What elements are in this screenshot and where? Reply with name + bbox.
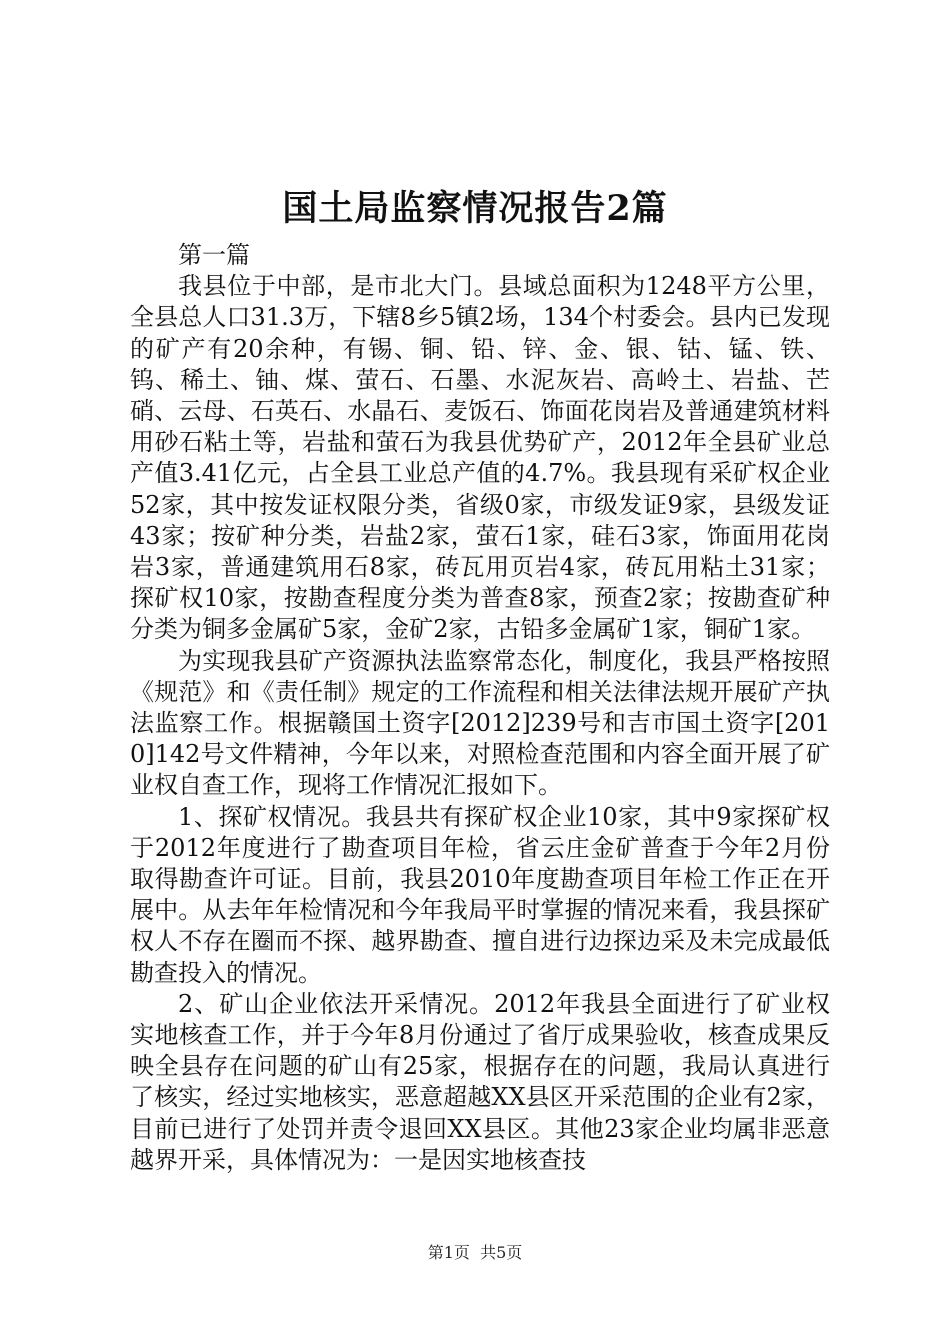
body-paragraph-mining: 2、矿山企业依法开采情况。2012年我县全面进行了矿业权实地核查工作，并于今年8月份通过了省厅成果验收，核查成果反映全县存在问题的矿山有25家，根据存在的问题，我局认真进行了核实，经过实地核实，恶意超越XX县区开采范围的企业有2家，目前已进行了处罚并责令退回XX县区。其他23家企业均属非恶意越界开采，具体情况为：一是因实地核查技 [130, 989, 830, 1174]
page-footer [0, 1242, 950, 1264]
body-paragraph-overview: 我县位于中部，是市北大门。县域总面积为1248平方公里，全县总人口31.3万，下辖8乡5镇2场，134个村委会。县内已发现的矿产有20余种，有锡、铜、铅、锌、金、银、钴、锰、铁、钨、稀土、铀、煤、萤石、石墨、水泥灰岩、高岭土、岩盐、芒硝、云母、石英石、水晶石、麦饭石、饰面花岗岩及普通建筑材料用砂石粘土等，岩盐和萤石为我县优势矿产，2012年全县矿业总产值3.41亿元，占全县工业总产值的4.7%。我县现有采矿权企业52家，其中按发证权限分类，省级0家，市级发证9家，县级发证43家；按矿种分类，岩盐2家，萤石1家，硅石3家，饰面用花岗岩3家，普通建筑用石8家，砖瓦用页岩4家，砖瓦用粘土31家；探矿权10家，按勘查程度分类为普查8家，预查2家；按勘查矿种分类为铜多金属矿5家，金矿2家，古铅多金属矿1家，铜矿1家。 [130, 272, 830, 644]
body-paragraph-purpose: 为实现我县矿产资源执法监察常态化，制度化，我县严格按照《规范》和《责任制》规定的工作流程和相关法律法规开展矿产执法监察工作。根据赣国土资字[2012]239号和吉市国土资字[2010]142号文件精神，今年以来，对照检查范围和内容全面开展了矿业权自查工作，现将工作情况汇报如下。 [130, 646, 830, 800]
document-body [130, 240, 830, 1176]
section-heading: 第一篇 [178, 241, 250, 269]
footer-separator [470, 1243, 480, 1262]
document-title: 国土局监察情况报告2篇 [282, 188, 668, 229]
total-pages: 共5页 [480, 1243, 523, 1262]
body-paragraph-exploration: 1、探矿权情况。我县共有探矿权企业10家，其中9家探矿权于2012年度进行了勘查项目年检，省云庄金矿普查于今年2月份取得勘查许可证。目前，我县2010年度勘查项目年检工作正在开展中。从去年年检情况和今年我局平时掌握的情况来看，我县探矿权人不存在圈而不探、越界勘查、擅自进行边探边采及未完成最低勘查投入的情况。 [130, 802, 830, 987]
page-number: 第1页 [427, 1243, 470, 1262]
